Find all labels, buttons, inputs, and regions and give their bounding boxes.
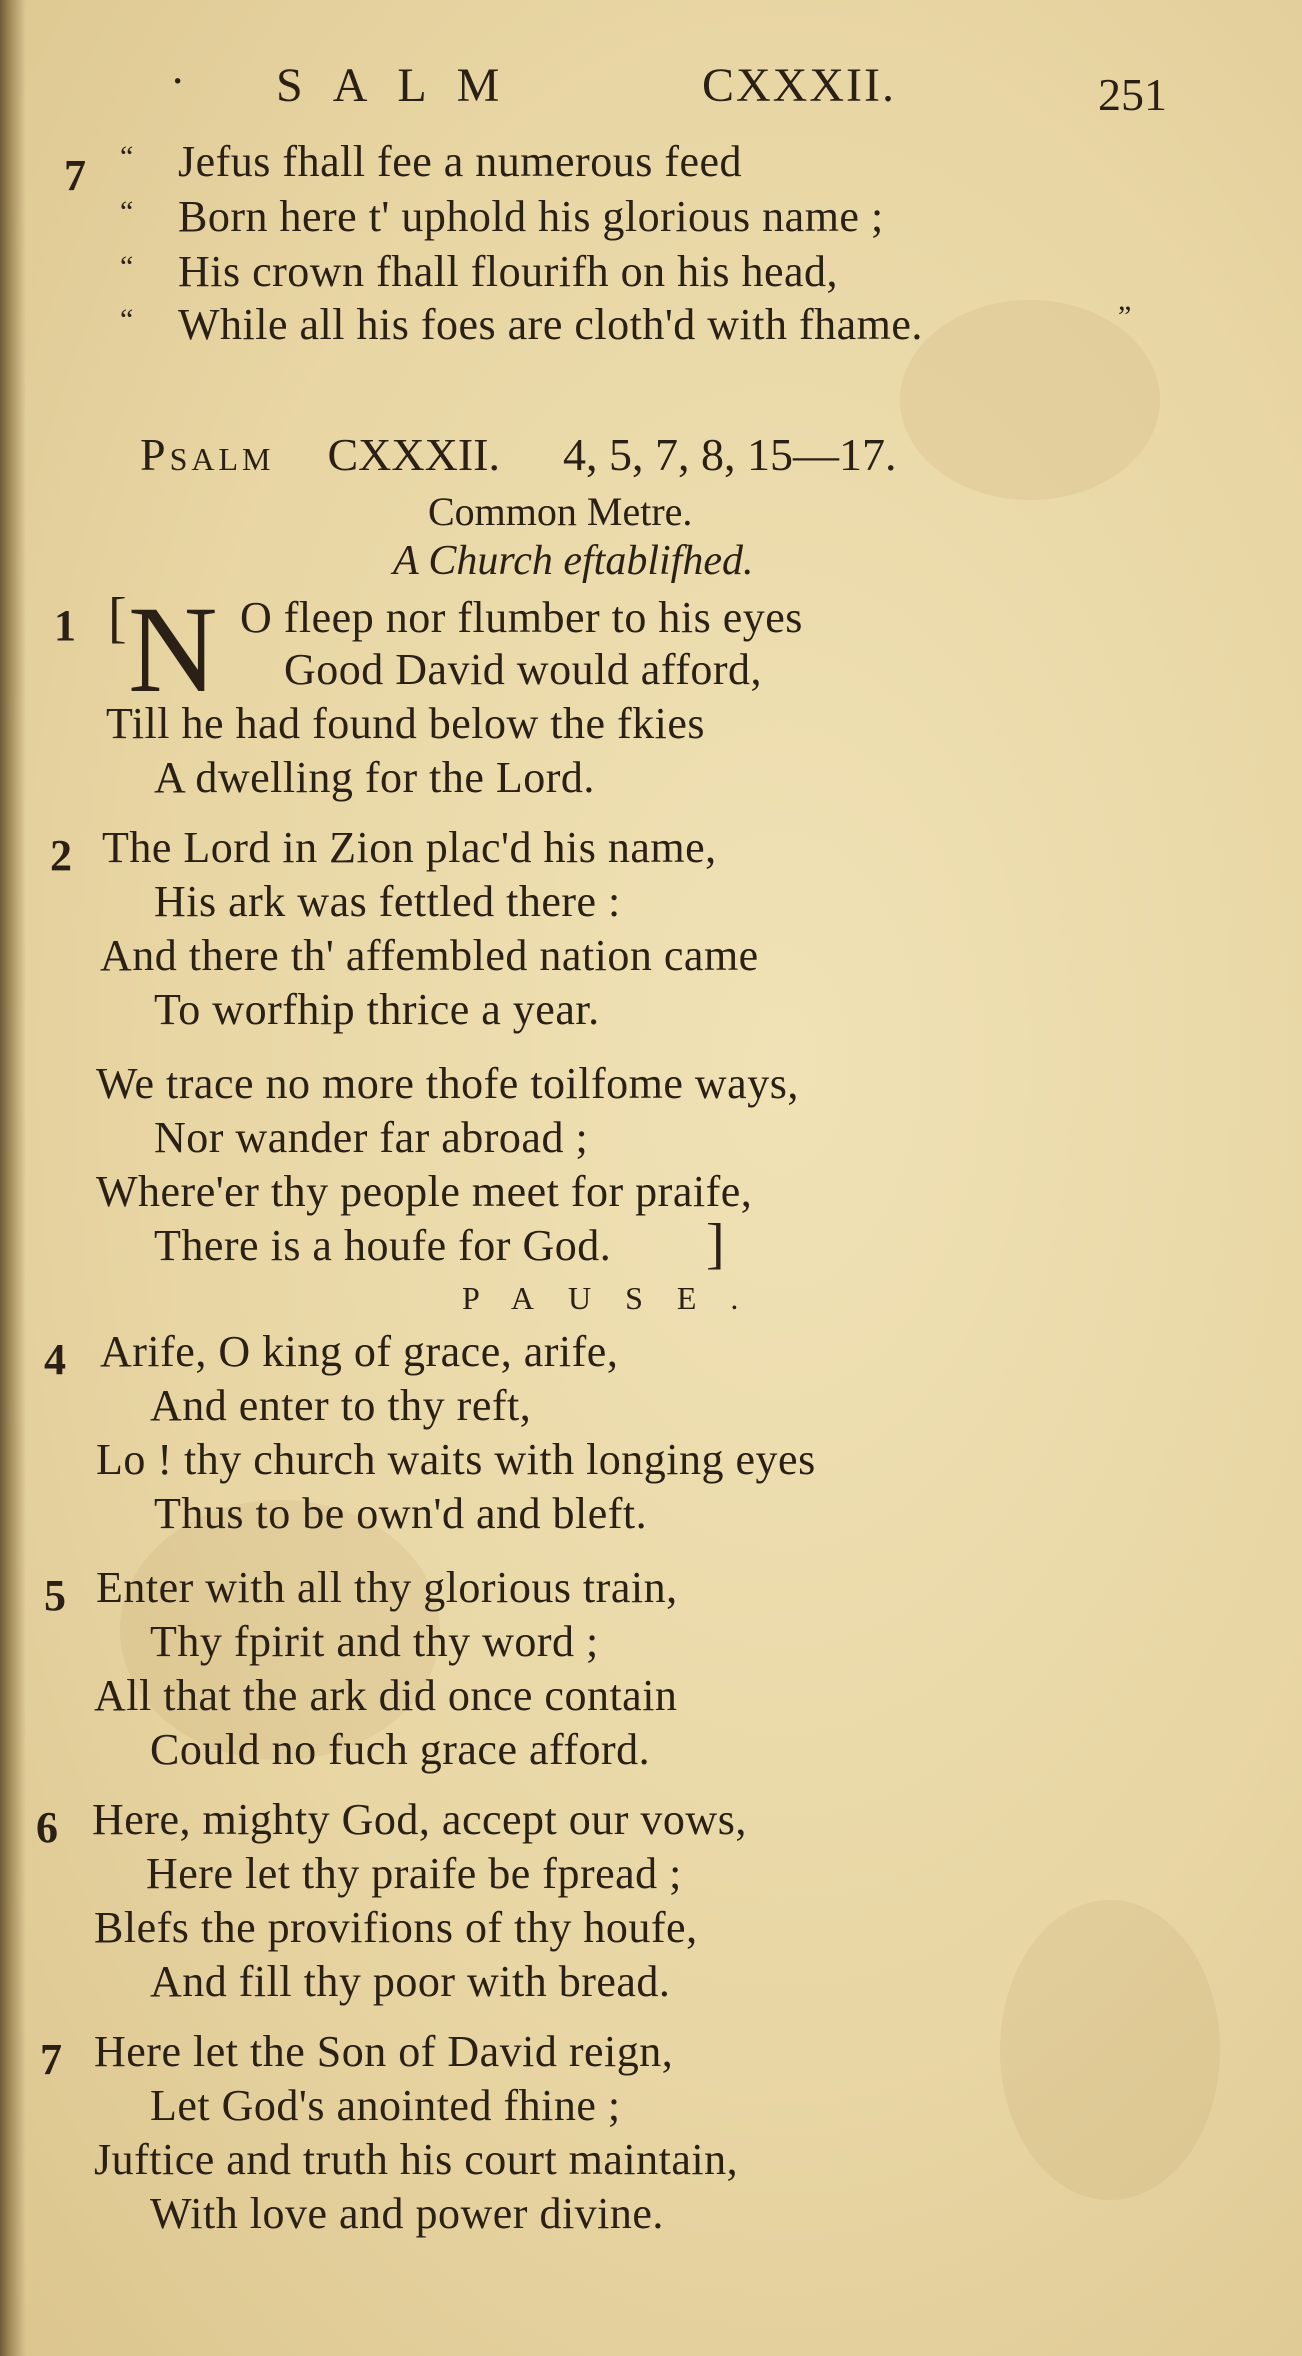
psalm-label: Psalm (140, 429, 275, 480)
verse-line: With love and power divine. (150, 2189, 664, 2238)
close-quote: ” (1118, 300, 1132, 333)
verse-line: His ark was fettled there : (154, 877, 621, 926)
running-psalm-number: CXXXII. (702, 59, 896, 112)
verse-line: Arife, O king of grace, arife, (100, 1327, 619, 1376)
open-quote: “ (120, 250, 134, 283)
stanza-number: 2 (50, 831, 72, 880)
binding-gutter (0, 0, 26, 2356)
verse-line: Here let thy praife be fpread ; (146, 1849, 682, 1898)
verse-line: Thy fpirit and thy word ; (150, 1617, 599, 1666)
open-bracket: [ (108, 587, 127, 649)
open-quote: “ (120, 195, 134, 228)
verse-line: Here, mighty God, accept our vows, (92, 1795, 747, 1844)
psalm-heading (140, 429, 897, 480)
verse-line: Born here t' uphold his glorious name ; (178, 192, 884, 241)
header-bullet: · (170, 55, 186, 106)
stanza-number: 6 (36, 1803, 58, 1852)
paper-stain (1000, 1900, 1220, 2200)
psalm-verses: 4, 5, 7, 8, 15—17. (562, 429, 897, 480)
verse-line: The Lord in Zion plac'd his name, (102, 823, 717, 872)
verse-line: Enter with all thy glorious train, (96, 1563, 678, 1612)
verse-line: Juftice and truth his court maintain, (94, 2135, 739, 2184)
verse-line: Till he had found below the fkies (106, 699, 706, 748)
verse-line: All that the ark did once contain (94, 1671, 678, 1720)
verse-line: Here let the Son of David reign, (94, 2027, 674, 2076)
stanza-number: 5 (44, 1571, 66, 1620)
verse-line: Thus to be own'd and bleft. (154, 1489, 648, 1538)
pause-marker: PAUSE. (462, 1280, 773, 1316)
verse-line: There is a houfe for God. (154, 1221, 612, 1270)
verse-line: And enter to thy reft, (150, 1381, 532, 1430)
verse-line: A dwelling for the Lord. (154, 753, 595, 802)
verse-line: We trace no more thofe toilfome ways, (96, 1059, 799, 1108)
stanza-number: 7 (40, 2035, 62, 2084)
verse-line: Good David would afford, (284, 645, 762, 694)
verse-line: Could no fuch grace afford. (150, 1725, 651, 1774)
page-number: 251 (1098, 69, 1167, 120)
verse-line: And fill thy poor with bread. (150, 1957, 671, 2006)
verse-line: Nor wander far abroad ; (154, 1113, 589, 1162)
verse-line: Jefus fhall fee a numerous feed (178, 137, 743, 186)
verse-line: Lo ! thy church waits with longing eyes (96, 1435, 816, 1484)
verse-line: And there th' affembled nation came (100, 931, 759, 980)
open-quote: “ (120, 303, 134, 336)
verse-line: Where'er thy people meet for praife, (96, 1167, 753, 1216)
verse-line: Blefs the provifions of thy houfe, (94, 1903, 698, 1952)
verse-line: While all his foes are cloth'd with fhame. (178, 300, 923, 349)
psalm-number: CXXXII. (327, 429, 500, 480)
close-bracket: ] (706, 1213, 725, 1275)
psalm-subtitle: A Church eftablifhed. (393, 538, 754, 584)
verse-line: To worfhip thrice a year. (154, 985, 600, 1034)
stanza-number: 4 (44, 1335, 66, 1384)
metre: Common Metre. (428, 489, 693, 534)
running-title: SALM (276, 59, 530, 112)
verse-line: His crown fhall flourifh on his head, (178, 247, 839, 296)
drop-cap: N (128, 581, 218, 718)
stanza-number: 1 (54, 601, 76, 650)
open-quote: “ (120, 140, 134, 173)
verse-line: O fleep nor flumber to his eyes (240, 593, 803, 642)
stanza-number: 7 (64, 151, 86, 200)
verse-line: Let God's anointed fhine ; (150, 2081, 621, 2130)
